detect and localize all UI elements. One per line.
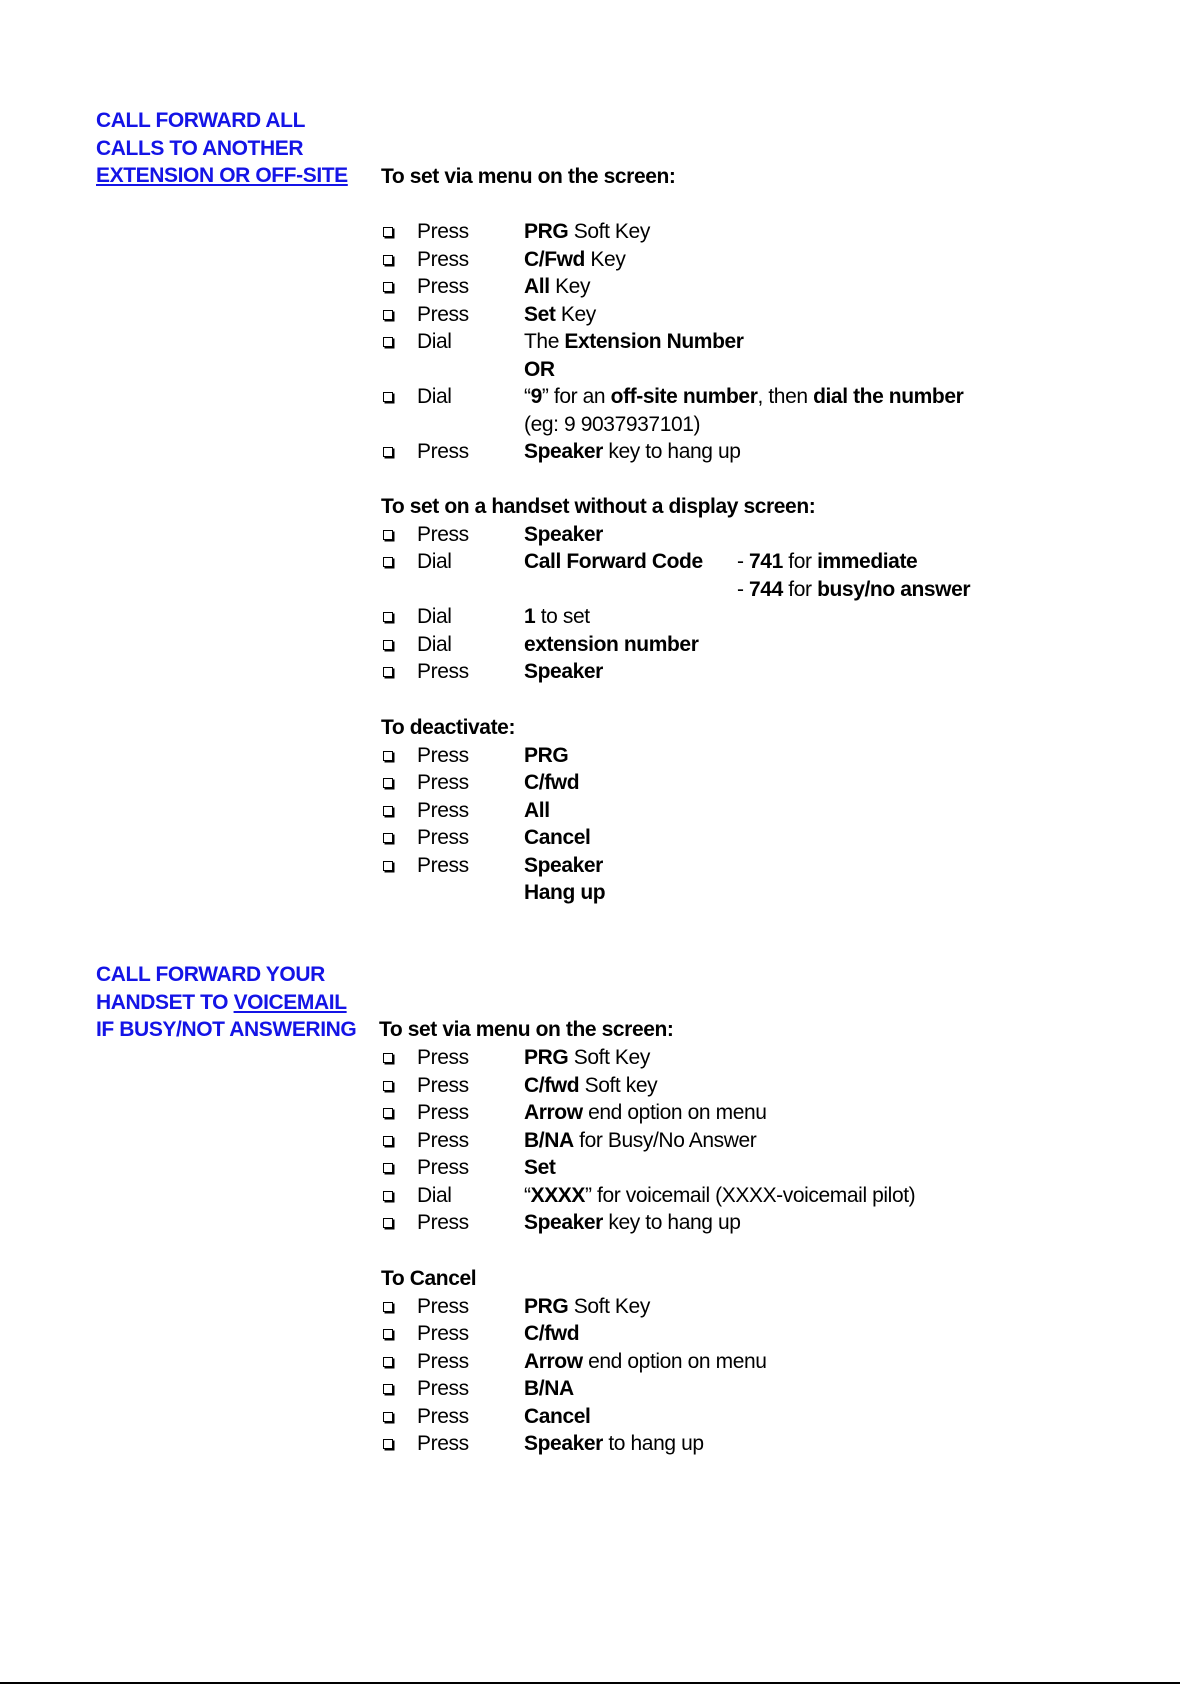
key-name: dial the number <box>813 385 964 408</box>
step-desc <box>524 1348 767 1376</box>
key-name: 1 <box>524 605 536 628</box>
step-verb: Dial <box>417 605 452 628</box>
step-desc <box>524 356 555 384</box>
title-text: HANDSET TO <box>96 990 234 1014</box>
checkbox-bullet-icon <box>383 1218 393 1228</box>
checkbox-bullet-icon <box>383 1357 393 1367</box>
step-text: ” for voicemail (XXXX-voicemail pilot) <box>585 1183 916 1207</box>
step-desc <box>524 218 650 246</box>
step-verb: Dial <box>417 550 452 573</box>
code-meaning: immediate <box>817 550 918 573</box>
step-verb: Dial <box>417 632 452 656</box>
key-name: Hang up <box>524 881 606 904</box>
checkbox-bullet-icon <box>383 392 393 402</box>
checkbox-bullet-icon <box>383 447 393 457</box>
step-desc <box>524 1320 579 1348</box>
key-name: Speaker <box>524 660 603 683</box>
key-name: C/Fwd <box>524 247 585 271</box>
key-name: PRG <box>524 743 569 767</box>
step-desc <box>524 631 698 659</box>
key-name: Arrow <box>524 1349 583 1373</box>
code-option <box>737 576 970 604</box>
step-desc <box>524 1209 741 1237</box>
key-name: All <box>524 798 550 822</box>
step-verb: Press <box>417 1211 469 1234</box>
title-line: CALLS TO ANOTHER <box>96 136 304 160</box>
key-name: PRG <box>524 220 569 243</box>
step-verb: Press <box>417 1046 469 1069</box>
key-name: Speaker <box>524 522 603 546</box>
step-desc <box>524 879 605 907</box>
step-text: Key <box>585 247 626 271</box>
step-verb: Press <box>417 247 469 271</box>
step-desc <box>524 769 579 797</box>
step-verb: Dial <box>417 1183 452 1207</box>
key-name: 9 <box>530 385 542 408</box>
key-name: Speaker <box>524 1211 603 1234</box>
checkbox-bullet-icon <box>383 557 393 567</box>
key-name: B/NA <box>524 1128 574 1152</box>
step-verb: Press <box>417 1073 469 1097</box>
step-text: key to hang up <box>602 1211 741 1234</box>
step-verb: Press <box>417 798 469 822</box>
step-text: for <box>782 550 818 573</box>
step-verb: Press <box>417 220 469 243</box>
step-desc <box>524 438 741 466</box>
step-text: “ <box>524 1183 531 1207</box>
checkbox-bullet-icon <box>383 310 393 320</box>
checkbox-bullet-icon <box>383 1191 393 1201</box>
key-name: Speaker <box>524 1432 603 1455</box>
checkbox-bullet-icon <box>383 833 393 843</box>
key-name: C/fwd <box>524 1073 580 1097</box>
step-desc <box>524 1182 915 1210</box>
checkbox-bullet-icon <box>383 1329 393 1339</box>
key-name: PRG <box>524 1294 569 1318</box>
step-verb: Press <box>417 302 469 326</box>
checkbox-bullet-icon <box>383 1136 393 1146</box>
step-verb: Press <box>417 275 469 298</box>
code-number: 741 <box>749 550 783 573</box>
checkbox-bullet-icon <box>383 806 393 816</box>
key-name: Extension Number <box>564 330 744 353</box>
step-verb: Press <box>417 440 469 463</box>
step-desc <box>524 1127 756 1155</box>
checkbox-bullet-icon <box>383 1108 393 1118</box>
subheading-handset-no-display: To set on a handset without a display screen: <box>381 495 816 518</box>
code-meaning: busy/no answer <box>817 577 971 601</box>
key-name: C/fwd <box>524 1322 580 1345</box>
section-title-call-forward-voicemail <box>96 961 356 1044</box>
checkbox-bullet-icon <box>383 1439 393 1449</box>
step-verb: Press <box>417 771 469 794</box>
step-desc <box>524 603 590 631</box>
checkbox-bullet-icon <box>383 778 393 788</box>
step-verb: Press <box>417 1101 469 1124</box>
key-name: Cancel <box>524 1404 591 1428</box>
step-desc <box>524 1293 650 1321</box>
step-verb: Press <box>417 522 469 546</box>
subheading-cancel: To Cancel <box>381 1267 477 1290</box>
step-text: Key <box>549 275 591 298</box>
step-desc <box>524 742 568 770</box>
step-text: Soft key <box>579 1073 658 1097</box>
key-name: XXXX <box>530 1183 586 1207</box>
step-text: to hang up <box>602 1432 704 1455</box>
key-name: Cancel <box>524 826 591 849</box>
step-desc <box>524 797 550 825</box>
title-line: CALL FORWARD ALL <box>96 109 306 132</box>
step-desc <box>524 328 744 356</box>
step-verb: Press <box>417 743 469 767</box>
key-name: All <box>524 275 550 298</box>
step-verb: Press <box>417 1322 469 1345</box>
title-line: IF BUSY/NOT ANSWERING <box>96 1018 357 1041</box>
key-name: C/fwd <box>524 771 580 794</box>
step-verb: Dial <box>417 330 452 353</box>
step-text: ” for an <box>541 385 611 408</box>
step-verb: Press <box>417 660 469 683</box>
page-bottom-rule <box>0 1682 1180 1684</box>
key-name: B/NA <box>524 1377 574 1400</box>
key-name: Set <box>524 1156 556 1179</box>
step-desc <box>524 1099 767 1127</box>
code-number: 744 <box>749 577 783 601</box>
step-desc <box>524 1375 574 1403</box>
step-verb: Press <box>417 853 469 877</box>
key-name: PRG <box>524 1046 569 1069</box>
step-desc <box>524 273 590 301</box>
step-desc <box>524 301 596 329</box>
step-verb: Press <box>417 1294 469 1318</box>
step-text: for Busy/No Answer <box>573 1128 757 1152</box>
checkbox-bullet-icon <box>383 1302 393 1312</box>
step-desc <box>524 658 603 686</box>
checkbox-bullet-icon <box>383 1163 393 1173</box>
subheading-set-via-menu: To set via menu on the screen: <box>379 1018 674 1041</box>
step-verb: Press <box>417 1349 469 1373</box>
step-text: Key <box>555 302 596 326</box>
checkbox-bullet-icon <box>383 1053 393 1063</box>
title-line: EXTENSION OR OFF-SITE <box>96 164 348 187</box>
subheading-set-via-menu: To set via menu on the screen: <box>381 165 676 188</box>
title-text-voicemail: VOICEMAIL <box>233 990 347 1014</box>
step-text: Soft Key <box>568 220 650 243</box>
checkbox-bullet-icon <box>383 255 393 265</box>
step-text: to set <box>535 605 590 628</box>
step-verb: Dial <box>417 385 452 408</box>
step-text: for <box>782 577 818 601</box>
title-line <box>96 989 356 1017</box>
step-desc <box>524 521 603 549</box>
step-text: “ <box>524 385 531 408</box>
step-verb: Press <box>417 1404 469 1428</box>
step-desc <box>524 1154 555 1182</box>
step-text: - <box>737 550 750 573</box>
key-name: Arrow <box>524 1101 583 1124</box>
step-text: end option on menu <box>582 1101 767 1124</box>
checkbox-bullet-icon <box>383 667 393 677</box>
title-line: CALL FORWARD YOUR <box>96 963 325 986</box>
step-text: Soft Key <box>568 1294 650 1318</box>
step-desc <box>524 1430 704 1458</box>
key-name: off-site number <box>610 385 758 408</box>
key-name: Speaker <box>524 853 603 877</box>
checkbox-bullet-icon <box>383 337 393 347</box>
step-verb: Press <box>417 826 469 849</box>
code-option <box>737 548 917 576</box>
step-text: key to hang up <box>602 440 741 463</box>
key-name: Speaker <box>524 440 603 463</box>
step-text: , then <box>757 385 814 408</box>
key-name: Call Forward Code <box>524 550 703 573</box>
step-desc <box>524 411 700 439</box>
checkbox-bullet-icon <box>383 751 393 761</box>
step-desc <box>524 852 603 880</box>
step-verb: Press <box>417 1156 469 1179</box>
step-desc <box>524 548 703 576</box>
key-name: extension number <box>524 632 699 656</box>
checkbox-bullet-icon <box>383 612 393 622</box>
step-desc <box>524 1403 590 1431</box>
checkbox-bullet-icon <box>383 1081 393 1091</box>
step-text: Soft Key <box>568 1046 650 1069</box>
step-text: - <box>737 577 750 601</box>
step-desc <box>524 1044 650 1072</box>
key-name: OR <box>524 357 555 381</box>
subheading-deactivate: To deactivate: <box>381 716 516 739</box>
step-text: end option on menu <box>582 1349 767 1373</box>
step-desc <box>524 246 625 274</box>
key-name: Set <box>524 302 556 326</box>
step-desc <box>524 1072 657 1100</box>
step-desc <box>524 383 963 411</box>
step-desc <box>524 824 590 852</box>
step-text: (eg: 9 9037937101) <box>524 412 701 436</box>
checkbox-bullet-icon <box>383 282 393 292</box>
checkbox-bullet-icon <box>383 1412 393 1422</box>
checkbox-bullet-icon <box>383 861 393 871</box>
section-title-call-forward-all <box>96 107 348 190</box>
checkbox-bullet-icon <box>383 640 393 650</box>
step-verb: Press <box>417 1377 469 1400</box>
step-verb: Press <box>417 1128 469 1152</box>
step-text: The <box>524 330 565 353</box>
checkbox-bullet-icon <box>383 227 393 237</box>
checkbox-bullet-icon <box>383 1384 393 1394</box>
checkbox-bullet-icon <box>383 530 393 540</box>
step-verb: Press <box>417 1432 469 1455</box>
